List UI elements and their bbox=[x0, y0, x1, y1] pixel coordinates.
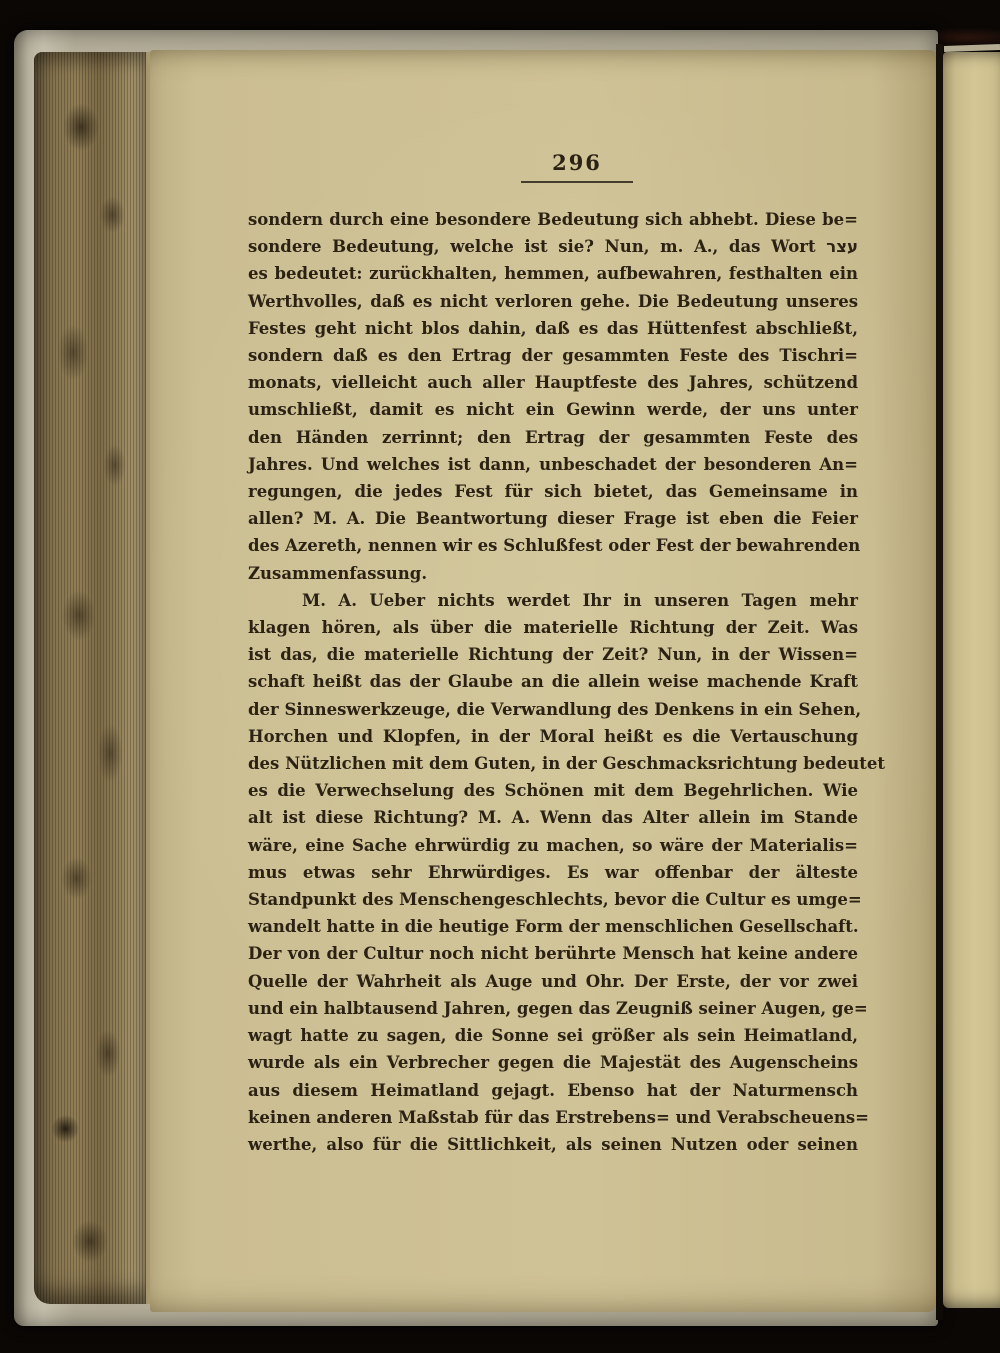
text-line: sondere Bedeutung, welche ist sie? Nun, m. A., das Wort עצר bbox=[248, 237, 858, 257]
text-line: es die Verwechselung des Schönen mit dem Begehrlichen. Wie bbox=[248, 781, 858, 801]
text-line: allen? M. A. Die Beantwortung dieser Frage ist eben die Feier bbox=[248, 509, 858, 529]
text-line: Festes geht nicht blos dahin, daß es das Hüttenfest abschließt, bbox=[248, 318, 858, 338]
text-line: Horchen und Klopfen, in der Moral heißt es die Vertauschung bbox=[248, 726, 858, 746]
text-line: wandelt hatte in die heutige Form der menschlichen Gesellschaft. bbox=[248, 917, 859, 937]
text-line: wurde als ein Verbrecher gegen die Majestät des Augenscheins bbox=[248, 1053, 858, 1073]
header-rule bbox=[521, 181, 633, 183]
page-number: 296 bbox=[552, 150, 602, 175]
text-line: Der von der Cultur noch nicht berührte Mensch hat keine andere bbox=[248, 944, 858, 964]
marbled-page-edges bbox=[34, 52, 146, 1304]
text-line: aus diesem Heimatland gejagt. Ebenso hat der Naturmensch bbox=[248, 1080, 858, 1100]
text-line: wäre, eine Sache ehrwürdig zu machen, so wäre der Materialis= bbox=[248, 835, 858, 855]
text-line: regungen, die jedes Fest für sich bietet, das Gemeinsame in bbox=[248, 482, 858, 502]
text-line: des Azereth, nennen wir es Schlußfest oder Fest der bewahrenden bbox=[248, 536, 861, 556]
text-line: es bedeutet: zurückhalten, hemmen, aufbewahren, festhalten ein bbox=[248, 264, 858, 284]
text-line: Werthvolles, daß es nicht verloren gehe. Die Bedeutung unseres bbox=[248, 291, 858, 311]
text-line: ist das, die materielle Richtung der Zeit? Nun, in der Wissen= bbox=[248, 645, 858, 665]
book-page bbox=[150, 50, 936, 1312]
text-block bbox=[248, 206, 886, 1162]
text-line: wagt hatte zu sagen, die Sonne sei größer als sein Heimatland, bbox=[248, 1026, 858, 1046]
text-line: der Sinneswerkzeuge, die Verwandlung des Denkens in ein Sehen, bbox=[248, 699, 862, 719]
text-line: schaft heißt das der Glaube an die allein weise machende Kraft bbox=[248, 672, 858, 692]
page-header bbox=[462, 150, 692, 183]
text-line: Zusammenfassung. bbox=[248, 563, 428, 583]
text-line: und ein halbtausend Jahren, gegen das Zeugniß seiner Augen, ge= bbox=[248, 998, 868, 1018]
text-line: klagen hören, als über die materielle Richtung der Zeit. Was bbox=[248, 618, 858, 638]
book-gutter bbox=[936, 44, 943, 1320]
text-line: Quelle der Wahrheit als Auge und Ohr. Der Erste, der vor zwei bbox=[248, 971, 858, 991]
text-line: keinen anderen Maßstab für das Erstrebens= und Verabscheuens= bbox=[248, 1107, 869, 1127]
text-line: des Nützlichen mit dem Guten, in der Geschmacksrichtung bedeutet bbox=[248, 754, 886, 774]
text-line: sondern durch eine besondere Bedeutung sich abhebt. Diese be= bbox=[248, 210, 858, 229]
text-line: alt ist diese Richtung? M. A. Wenn das Alter allein im Stande bbox=[248, 808, 858, 828]
text-line: Standpunkt des Menschengeschlechts, bevor die Cultur es umge= bbox=[248, 890, 862, 910]
facing-page-edge bbox=[943, 52, 1000, 1308]
text-line: werthe, also für die Sittlichkeit, als seinen Nutzen oder seinen bbox=[248, 1134, 858, 1154]
text-line: M. A. Ueber nichts werdet Ihr in unseren Tagen mehr bbox=[302, 590, 858, 610]
text-line: umschließt, damit es nicht ein Gewinn werde, der uns unter bbox=[248, 400, 858, 420]
text-line: mus etwas sehr Ehrwürdiges. Es war offenbar der älteste bbox=[248, 862, 858, 882]
text-line: monats, vielleicht auch aller Hauptfeste des Jahres, schützend bbox=[248, 373, 858, 393]
text-line: Jahres. Und welches ist dann, unbeschadet der besonderen An= bbox=[248, 454, 858, 474]
text-line: sondern daß es den Ertrag der gesammten Feste des Tischri= bbox=[248, 346, 858, 366]
text-line: den Händen zerrinnt; den Ertrag der gesammten Feste des bbox=[248, 427, 858, 447]
